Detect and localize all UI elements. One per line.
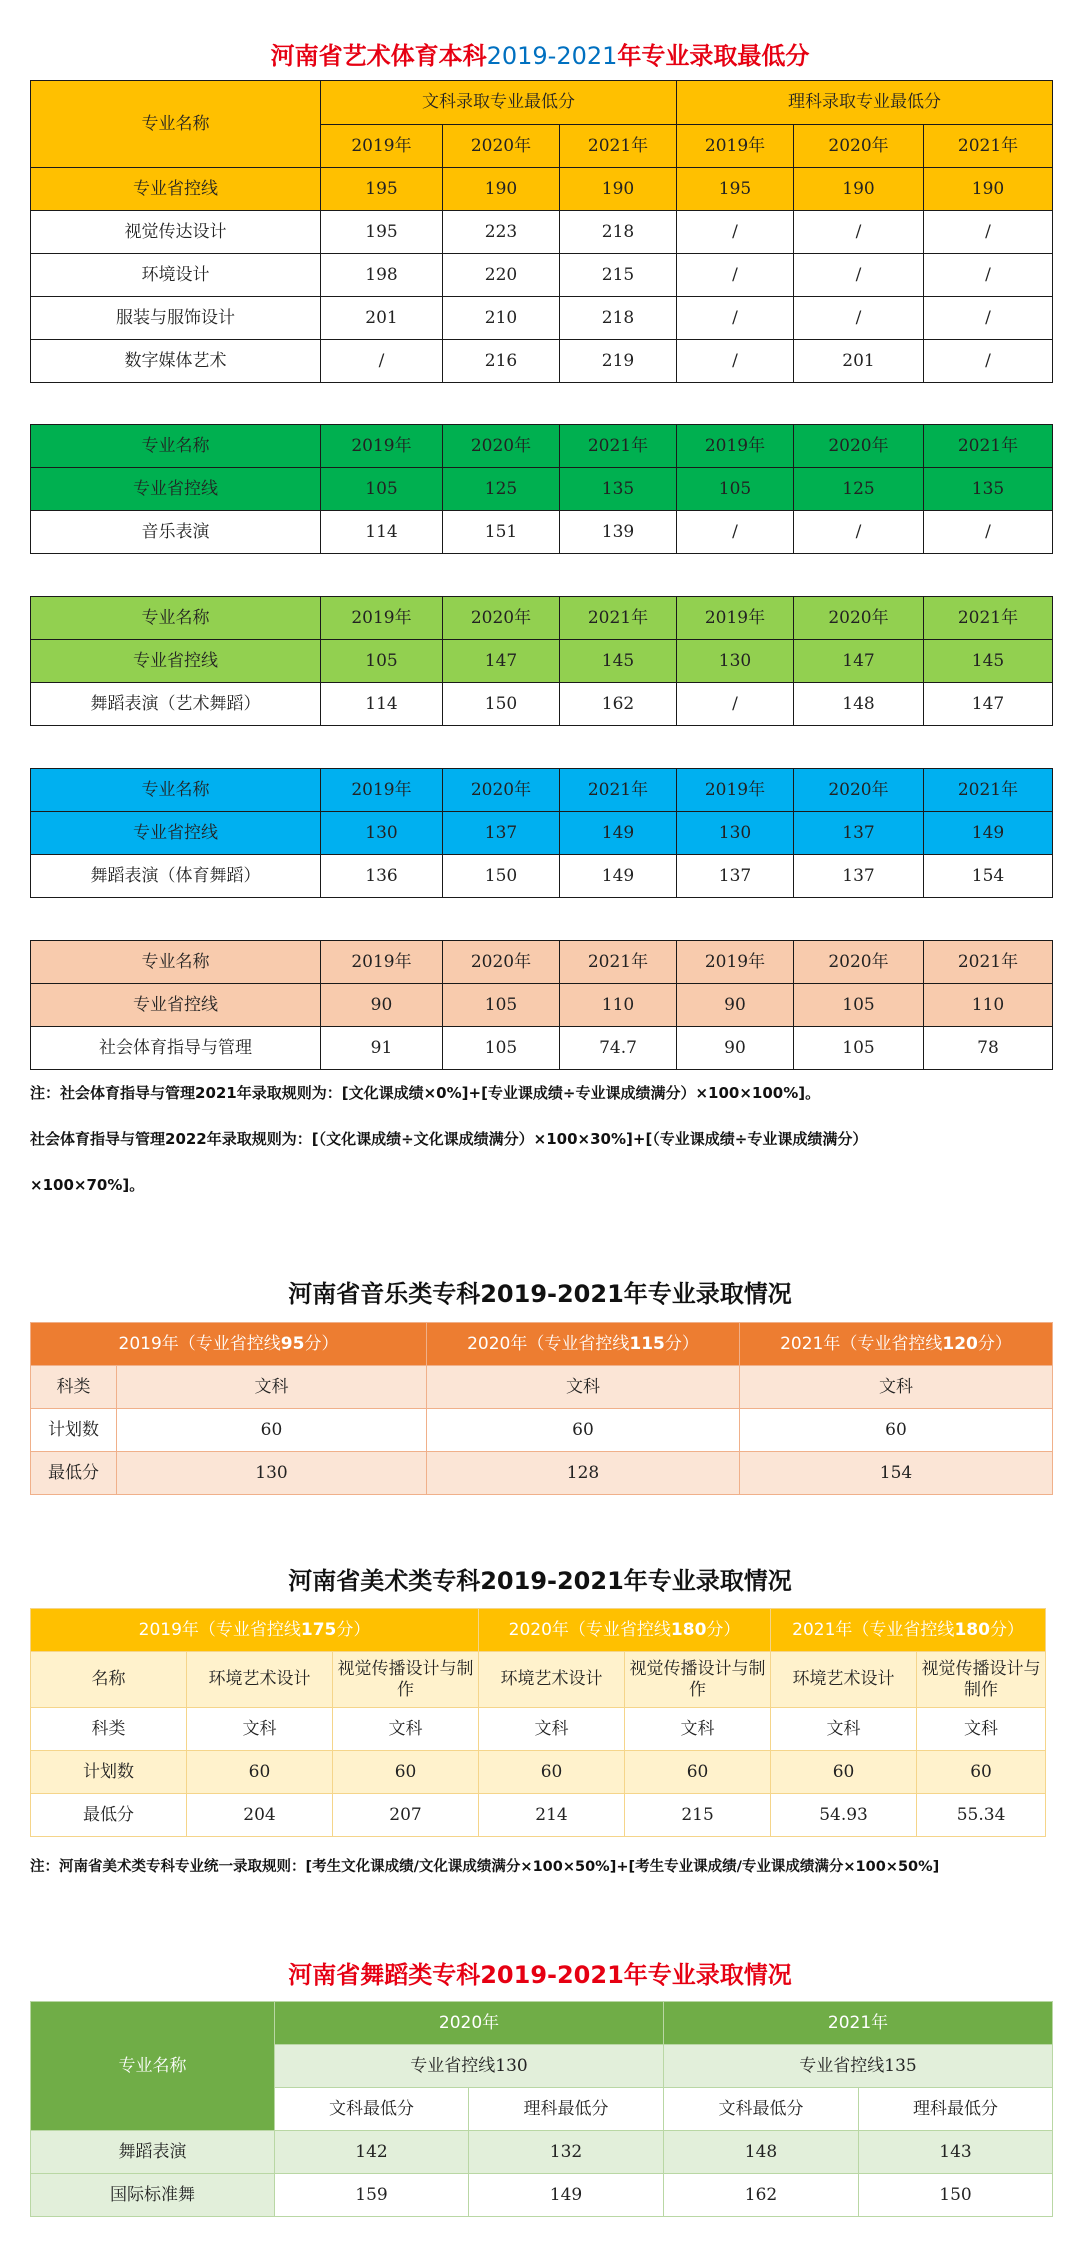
cell: 201 — [794, 340, 924, 383]
cell: 60 — [625, 1751, 771, 1794]
header-num: 120 — [942, 1333, 978, 1354]
cell: / — [794, 254, 924, 297]
table-dance-art-undergrad — [30, 596, 1053, 726]
cell: 舞蹈表演 — [31, 2131, 275, 2174]
table-dance-sports-undergrad — [30, 768, 1053, 898]
cell: 110 — [560, 984, 677, 1027]
header-num: 180 — [954, 1619, 990, 1640]
cell: 计划数 — [31, 1409, 117, 1452]
cell: 148 — [664, 2131, 859, 2174]
cell: 90 — [677, 1027, 794, 1070]
cell: 105 — [794, 1027, 924, 1070]
header-cell: 2019年 — [677, 597, 794, 640]
header-year: 2021年 — [560, 124, 677, 168]
header-cell: 专业名称 — [31, 597, 321, 640]
cell: 190 — [794, 168, 924, 211]
table-row — [31, 1409, 1053, 1452]
header-text: 2019年（专业省控线 — [118, 1333, 281, 1354]
cell: 137 — [794, 855, 924, 898]
header-text: 2020年（专业省控线 — [467, 1333, 630, 1354]
cell: 136 — [321, 855, 443, 898]
note-social-sports-2021: 注：社会体育指导与管理2021年录取规则为：[文化课成绩×0%]+[专业课成绩÷专业课成绩满分）×100×100%]。 — [30, 1084, 821, 1102]
cell: 数字媒体艺术 — [31, 340, 321, 383]
cell: 137 — [794, 812, 924, 855]
cell: 专业省控线 — [31, 468, 321, 511]
cell: 137 — [677, 855, 794, 898]
table-music-undergrad — [30, 424, 1053, 554]
cell: 149 — [560, 812, 677, 855]
cell: 190 — [924, 168, 1053, 211]
header-cell: 2021年 — [560, 769, 677, 812]
header-text: 2021年（专业省控线 — [792, 1619, 955, 1640]
header-cell: 2021年 — [560, 425, 677, 468]
cell: 计划数 — [31, 1751, 187, 1794]
cell: 最低分 — [31, 1452, 117, 1495]
table-dance-college — [30, 2001, 1053, 2217]
header-sub: 文科最低分 — [275, 2088, 469, 2131]
header-year: 2019年 — [677, 124, 794, 168]
table-row — [31, 1027, 1053, 1070]
header-text: 分） — [706, 1619, 741, 1640]
cell: 195 — [321, 168, 443, 211]
cell: 147 — [924, 683, 1053, 726]
cell: 210 — [443, 297, 560, 340]
cell: 125 — [794, 468, 924, 511]
cell: 207 — [333, 1794, 479, 1837]
header-year-2020 — [427, 1323, 740, 1366]
cell: 154 — [740, 1452, 1053, 1495]
cell: 90 — [677, 984, 794, 1027]
cell: 国际标准舞 — [31, 2174, 275, 2217]
cell: 社会体育指导与管理 — [31, 1027, 321, 1070]
cell: 60 — [740, 1409, 1053, 1452]
cell: / — [677, 340, 794, 383]
cell: 145 — [924, 640, 1053, 683]
cell: / — [677, 683, 794, 726]
cell: 60 — [427, 1409, 740, 1452]
cell: 舞蹈表演（艺术舞蹈） — [31, 683, 321, 726]
cell: 159 — [275, 2174, 469, 2217]
cell: 音乐表演 — [31, 511, 321, 554]
cell: 195 — [677, 168, 794, 211]
title-music-college: 河南省音乐类专科2019-2021年专业录取情况 — [288, 1280, 792, 1308]
cell: 190 — [560, 168, 677, 211]
cell: 专业省控线 — [31, 168, 321, 211]
header-year-2020 — [479, 1609, 771, 1652]
cell: 105 — [321, 468, 443, 511]
header-year: 2021年 — [924, 124, 1053, 168]
cell: 162 — [560, 683, 677, 726]
table-row — [31, 254, 1053, 297]
header-text: 分） — [336, 1619, 371, 1640]
cell: 149 — [560, 855, 677, 898]
cell: 105 — [443, 1027, 560, 1070]
cell: 142 — [275, 2131, 469, 2174]
table-header-row — [31, 597, 1053, 640]
cell: 服装与服饰设计 — [31, 297, 321, 340]
header-cell: 2019年 — [677, 941, 794, 984]
title-part-c: 年专业录取最低分 — [617, 42, 810, 70]
header-year: 2019年 — [321, 124, 443, 168]
header-text: 分） — [304, 1333, 339, 1354]
table-row — [31, 2174, 1053, 2217]
cell: 科类 — [31, 1708, 187, 1751]
cell: 文科 — [917, 1708, 1046, 1751]
header-cell: 2019年 — [321, 425, 443, 468]
cell: 130 — [677, 640, 794, 683]
header-cell: 2019年 — [677, 425, 794, 468]
header-year-2019 — [31, 1323, 427, 1366]
cell: 视觉传播设计与制作 — [917, 1652, 1046, 1708]
title-art-sports-undergrad — [0, 36, 1080, 71]
cell: 128 — [427, 1452, 740, 1495]
cell: 214 — [479, 1794, 625, 1837]
cell: / — [677, 511, 794, 554]
title-fine-arts-college: 河南省美术类专科2019-2021年专业录取情况 — [288, 1567, 792, 1595]
header-text: 分） — [977, 1333, 1012, 1354]
cell: 147 — [443, 640, 560, 683]
table-row — [31, 683, 1053, 726]
cell: / — [677, 254, 794, 297]
table-header-row — [31, 425, 1053, 468]
header-year: 2020年 — [443, 124, 560, 168]
cell: 78 — [924, 1027, 1053, 1070]
cell: 文科 — [187, 1708, 333, 1751]
cell: 114 — [321, 683, 443, 726]
header-year: 2020年 — [794, 124, 924, 168]
cell: 专业省控线 — [31, 812, 321, 855]
header-cell: 2020年 — [443, 941, 560, 984]
cell: 环境设计 — [31, 254, 321, 297]
cell: 视觉传播设计与制作 — [625, 1652, 771, 1708]
table-row — [31, 340, 1053, 383]
cell: 190 — [443, 168, 560, 211]
cell: 162 — [664, 2174, 859, 2217]
header-major-name: 专业名称 — [31, 81, 321, 168]
cell: 最低分 — [31, 1794, 187, 1837]
cell: 148 — [794, 683, 924, 726]
cell: / — [924, 297, 1053, 340]
cell: 环境艺术设计 — [479, 1652, 625, 1708]
header-cell: 2020年 — [443, 769, 560, 812]
cell: / — [794, 297, 924, 340]
cell: / — [794, 211, 924, 254]
cell: 环境艺术设计 — [771, 1652, 917, 1708]
cell: 105 — [443, 984, 560, 1027]
cell: 60 — [771, 1751, 917, 1794]
cell: 132 — [469, 2131, 664, 2174]
header-num: 175 — [300, 1619, 337, 1640]
cell: 125 — [443, 468, 560, 511]
table-fine-arts-college — [30, 1608, 1046, 1837]
table-row — [31, 640, 1053, 683]
cell: / — [321, 340, 443, 383]
table-row — [31, 1708, 1046, 1751]
header-cell: 2019年 — [321, 597, 443, 640]
header-cell: 2020年 — [443, 597, 560, 640]
header-text: 分） — [989, 1619, 1024, 1640]
title-dance-college: 河南省舞蹈类专科2019-2021年专业录取情况 — [288, 1961, 792, 1989]
cell: 150 — [859, 2174, 1053, 2217]
header-year-2021 — [771, 1609, 1046, 1652]
header-cell: 2020年 — [794, 941, 924, 984]
cell: 视觉传播设计与制作 — [333, 1652, 479, 1708]
cell: 151 — [443, 511, 560, 554]
cell: 专业省控线 — [31, 984, 321, 1027]
cell: 130 — [117, 1452, 427, 1495]
cell: 215 — [560, 254, 677, 297]
header-year-2021: 2021年 — [664, 2002, 1053, 2045]
cell: 220 — [443, 254, 560, 297]
cell: 105 — [677, 468, 794, 511]
cell: 文科 — [625, 1708, 771, 1751]
cell: 149 — [469, 2174, 664, 2217]
cell: / — [924, 254, 1053, 297]
cell: 55.34 — [917, 1794, 1046, 1837]
cell: 218 — [560, 297, 677, 340]
cell: 文科 — [333, 1708, 479, 1751]
header-cell: 2021年 — [560, 941, 677, 984]
cell: 198 — [321, 254, 443, 297]
cell: 204 — [187, 1794, 333, 1837]
note-social-sports-2022-cont: ×100×70%]。 — [30, 1176, 145, 1194]
cell: 文科 — [740, 1366, 1053, 1409]
header-cell: 2019年 — [677, 769, 794, 812]
cell: 143 — [859, 2131, 1053, 2174]
cell: 223 — [443, 211, 560, 254]
header-line-2020: 专业省控线130 — [275, 2045, 664, 2088]
note-social-sports-2022: 社会体育指导与管理2022年录取规则为：[（文化课成绩÷文化课成绩满分）×100×30%]+[（专业课成绩÷专业课成绩满分） — [30, 1130, 868, 1148]
header-sub: 理科最低分 — [469, 2088, 664, 2131]
header-cell: 专业名称 — [31, 941, 321, 984]
cell: 145 — [560, 640, 677, 683]
table-row — [31, 1452, 1053, 1495]
header-cell: 2019年 — [321, 769, 443, 812]
header-major-name: 专业名称 — [31, 2002, 275, 2131]
title-part-a: 河南省艺术体育本科 — [270, 42, 487, 70]
cell: 216 — [443, 340, 560, 383]
cell: 139 — [560, 511, 677, 554]
cell: 74.7 — [560, 1027, 677, 1070]
table-row — [31, 855, 1053, 898]
cell: / — [924, 511, 1053, 554]
cell: 舞蹈表演（体育舞蹈） — [31, 855, 321, 898]
cell: 215 — [625, 1794, 771, 1837]
table-header-row — [31, 1609, 1046, 1652]
title-part-b: 2019-2021 — [486, 42, 618, 70]
cell: 60 — [917, 1751, 1046, 1794]
cell: 135 — [560, 468, 677, 511]
header-cell: 2021年 — [560, 597, 677, 640]
table-social-sports-undergrad — [30, 940, 1053, 1070]
table-row — [31, 1794, 1046, 1837]
table-row — [31, 511, 1053, 554]
cell: 名称 — [31, 1652, 187, 1708]
table-header-row — [31, 941, 1053, 984]
cell: 218 — [560, 211, 677, 254]
cell: / — [677, 211, 794, 254]
cell: / — [924, 211, 1053, 254]
header-line-2021: 专业省控线135 — [664, 2045, 1053, 2088]
cell: 201 — [321, 297, 443, 340]
header-sub: 理科最低分 — [859, 2088, 1053, 2131]
table-fine-arts-undergrad — [30, 80, 1053, 383]
cell: 219 — [560, 340, 677, 383]
cell: 150 — [443, 683, 560, 726]
cell: 147 — [794, 640, 924, 683]
cell: 90 — [321, 984, 443, 1027]
cell: 专业省控线 — [31, 640, 321, 683]
cell: 文科 — [771, 1708, 917, 1751]
header-num: 95 — [280, 1333, 305, 1354]
header-year-2021 — [740, 1323, 1053, 1366]
table-row — [31, 1366, 1053, 1409]
header-cell: 2021年 — [924, 597, 1053, 640]
cell: 文科 — [479, 1708, 625, 1751]
cell: 文科 — [427, 1366, 740, 1409]
header-group-wen: 文科录取专业最低分 — [321, 81, 677, 125]
note-fine-arts-rule: 注：河南省美术类专科专业统一录取规则：[考生文化课成绩/文化课成绩满分×100×50%]+[考生专业课成绩/专业课成绩满分×100×50%] — [30, 1859, 940, 1875]
table-music-college — [30, 1322, 1053, 1495]
cell: 130 — [677, 812, 794, 855]
header-cell: 2019年 — [321, 941, 443, 984]
header-group-li: 理科录取专业最低分 — [677, 81, 1053, 125]
header-cell: 专业名称 — [31, 769, 321, 812]
cell: 文科 — [117, 1366, 427, 1409]
header-cell: 专业名称 — [31, 425, 321, 468]
cell: 60 — [479, 1751, 625, 1794]
cell: 科类 — [31, 1366, 117, 1409]
cell: / — [924, 340, 1053, 383]
header-text: 2020年（专业省控线 — [508, 1619, 671, 1640]
table-row — [31, 468, 1053, 511]
table-row — [31, 297, 1053, 340]
cell: / — [794, 511, 924, 554]
table-row — [31, 1652, 1046, 1708]
cell: 195 — [321, 211, 443, 254]
cell: 54.93 — [771, 1794, 917, 1837]
cell: 150 — [443, 855, 560, 898]
table-row — [31, 984, 1053, 1027]
header-cell: 2020年 — [443, 425, 560, 468]
cell: 105 — [794, 984, 924, 1027]
header-cell: 2020年 — [794, 597, 924, 640]
header-num: 115 — [629, 1333, 665, 1354]
cell: 105 — [321, 640, 443, 683]
cell: 154 — [924, 855, 1053, 898]
header-text: 2021年（专业省控线 — [780, 1333, 943, 1354]
cell: 135 — [924, 468, 1053, 511]
table-row — [31, 812, 1053, 855]
cell: / — [677, 297, 794, 340]
table-row — [31, 1751, 1046, 1794]
header-cell: 2021年 — [924, 941, 1053, 984]
header-cell: 2021年 — [924, 425, 1053, 468]
cell: 91 — [321, 1027, 443, 1070]
table-row — [31, 211, 1053, 254]
header-num: 180 — [670, 1619, 707, 1640]
header-cell: 2020年 — [794, 425, 924, 468]
cell: 视觉传达设计 — [31, 211, 321, 254]
cell: 60 — [187, 1751, 333, 1794]
cell: 149 — [924, 812, 1053, 855]
table-header-row — [31, 1323, 1053, 1366]
cell: 130 — [321, 812, 443, 855]
header-sub: 文科最低分 — [664, 2088, 859, 2131]
table-header-row — [31, 769, 1053, 812]
header-text: 分） — [664, 1333, 699, 1354]
header-text: 2019年（专业省控线 — [138, 1619, 301, 1640]
cell: 114 — [321, 511, 443, 554]
header-year-2020: 2020年 — [275, 2002, 664, 2045]
cell: 110 — [924, 984, 1053, 1027]
table-row — [31, 2131, 1053, 2174]
header-year-2019 — [31, 1609, 479, 1652]
cell: 环境艺术设计 — [187, 1652, 333, 1708]
cell: 137 — [443, 812, 560, 855]
header-cell: 2020年 — [794, 769, 924, 812]
cell: 60 — [117, 1409, 427, 1452]
cell: 60 — [333, 1751, 479, 1794]
table-row — [31, 168, 1053, 211]
header-cell: 2021年 — [924, 769, 1053, 812]
